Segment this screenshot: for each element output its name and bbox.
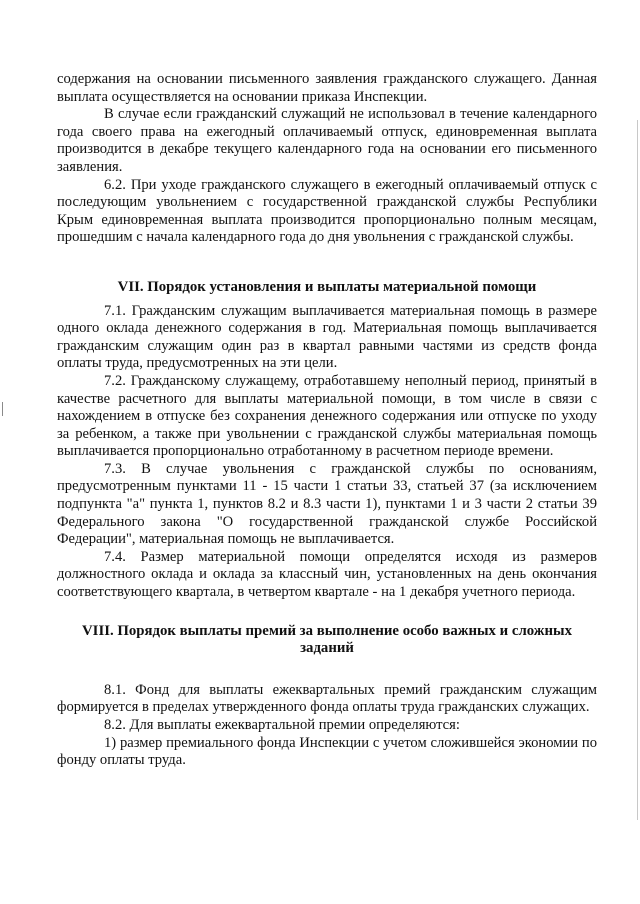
scan-edge-mark-left — [2, 402, 3, 416]
paragraph-7-4: 7.4. Размер материальной помощи определятся исходя из размеров должностного оклада и оклада за классный чин, установленных на день окончания соответствующего квартала, в четвертом квартале - на 1 декабря учетного периода. — [57, 548, 597, 601]
paragraph-7-1: 7.1. Гражданским служащим выплачивается материальная помощь в размере одного оклада денежного содержания в год. Материальная помощь выплачивается гражданским служащим один раз в квартал равными частями из средств фонда оплаты труда, предусмотренных на эти цели. — [57, 302, 597, 372]
intro-paragraph-continuation: содержания на основании письменного заявления гражданского служащего. Данная выплата осуществляется на основании приказа Инспекции. — [57, 71, 597, 105]
document-body — [57, 71, 597, 770]
intro-paragraph-6-2: 6.2. При уходе гражданского служащего в ежегодный оплачиваемый отпуск с последующим увольнением с государственной гражданской службы Республики Крым единовременная выплата производится пропорционально полным месяцам, прошедшим с начала календарного года до дня увольнения с гражданской службы. — [57, 176, 597, 246]
intro-paragraph-unused-leave: В случае если гражданский служащий не использовал в течение календарного года своего права на ежегодный оплачиваемый отпуск, единовременная выплата производится в декабре текущего календарного года на основании его письменного заявления. — [57, 106, 597, 175]
paragraph-7-3: 7.3. В случае увольнения с гражданской службы по основаниям, предусмотренным пунктами 11 - 15 части 1 статьи 33, статьей 37 (за исключением подпункта "а" пункта 1, пунктов 8.2 и 8.3 части 1), пунктами 1 и 3 части 2 статьи 39 Федерального закона "О государственной гражданской службе Российской Федерации", материальная помощь не выплачивается. — [57, 460, 597, 548]
section-8-heading: VIII. Порядок выплаты премий за выполнение особо важных и сложных заданий — [82, 622, 572, 657]
paragraph-8-1: 8.1. Фонд для выплаты ежеквартальных премий гражданским служащим формируется в пределах утвержденного фонда оплаты труда гражданских служащих. — [57, 681, 597, 716]
paragraph-7-2: 7.2. Гражданскому служащему, отработавшему неполный период, принятый в качестве расчетного для выплаты материальной помощи, в том числе в связи с нахождением в отпуске без сохранения денежного содержания или отпуске по уходу за ребенком, а также при увольнении с гражданской службы материальная помощь выплачивается пропорционально отработанному в расчетном периоде времени. — [57, 372, 597, 460]
paragraph-8-2: 8.2. Для выплаты ежеквартальной премии определяются: — [104, 717, 460, 733]
section-7-heading: VII. Порядок установления и выплаты материальной помощи — [117, 278, 537, 295]
paragraph-8-2-item-1: 1) размер премиального фонда Инспекции с учетом сложившейся экономии по фонду оплаты труда. — [57, 734, 597, 769]
scan-edge-mark-right — [637, 120, 638, 820]
